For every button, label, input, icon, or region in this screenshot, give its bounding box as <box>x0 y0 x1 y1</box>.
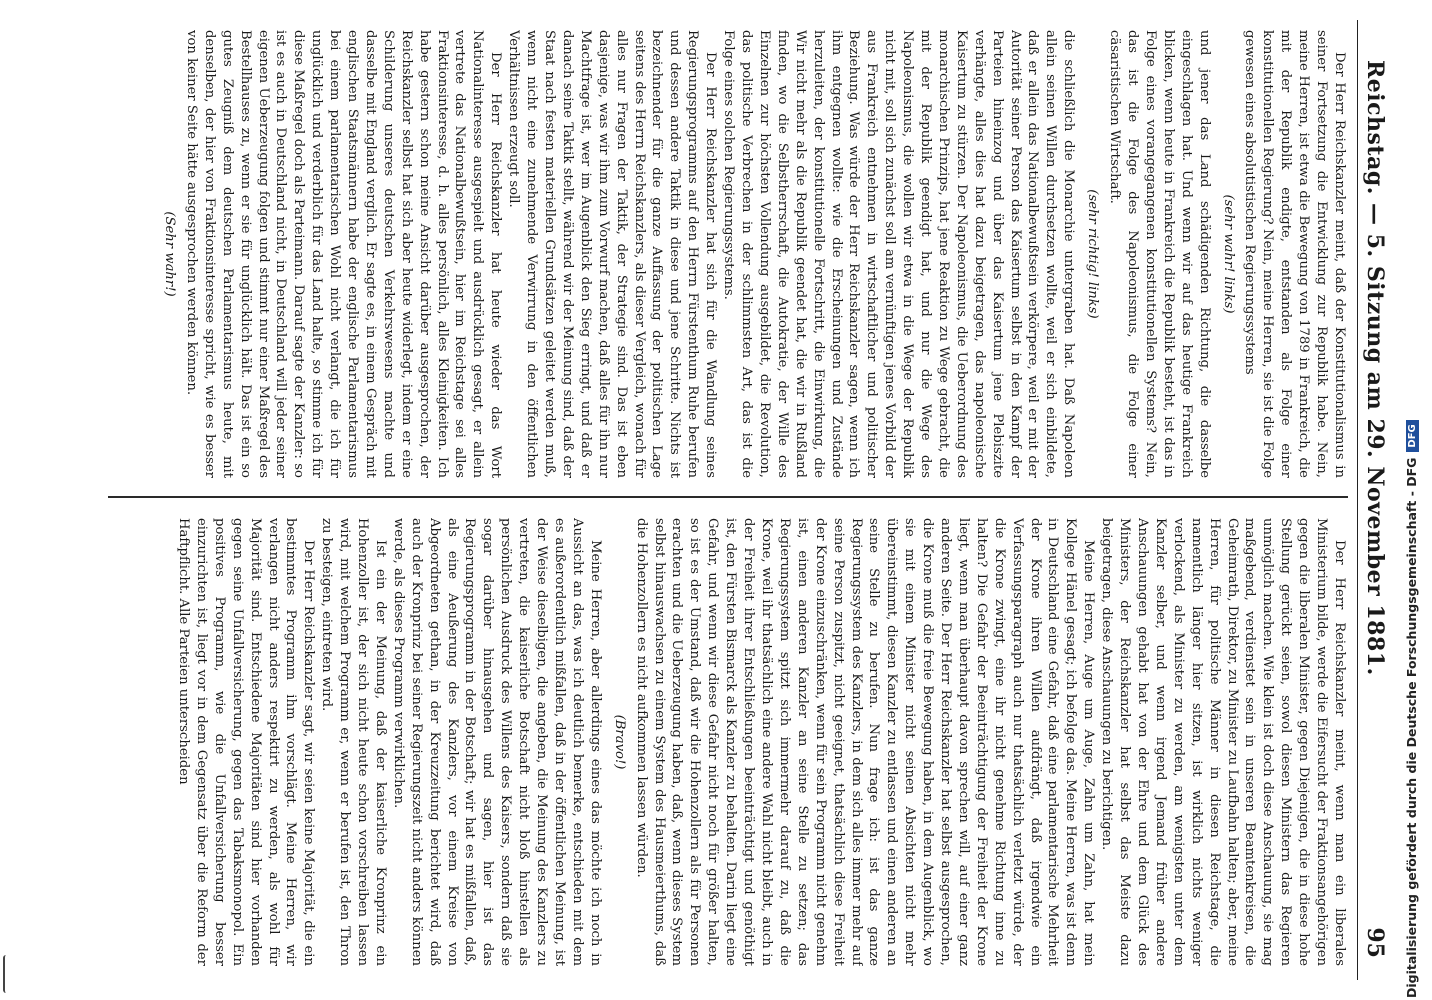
page-header <box>1357 20 1394 980</box>
digitization-credit <box>1404 8 1426 998</box>
paragraph: Der Herr Reichskanzler hat sich für die Wandlung seines Regierungsprogramms auf den Herrn Fürstenthum Ruhe berufen und dessen andere Taktik in diese und jene Schritte. Nichts ist bezeichnender für die ganze Auffassung der politischen Lage seitens des Herrn Reichskanzlers, als dieser Vergleich, wonach für alles nur Fragen der Taktik, der Strategie sind. Das ist eben dasjenige, was wir ihm zum Vorwurf machen, daß alles für ihn nur Machtfrage ist, wer im Augenblick den Sieg erringt, und daß er danach seine Taktik stellt, während wir der Meinung sind, daß der Staat nach festen materiellen Grundsätzen geleitet werden muß, wenn nicht eine zunehmende Verwirrung in den öffentlichen Verhältnissen erzeugt soll. <box>506 30 719 478</box>
left-column <box>108 30 1348 478</box>
interjection: (sehr richtig! links) <box>1085 189 1101 319</box>
paragraph: und jener das Land schädigenden Richtung, die dasselbe eingeschlagen hat. Und wenn wir auf das heutige Frankreich blicken, wenn heute in Frankreich die Republik besteht, ist das in Folge eines vorangegangenen konstitutionellen Systems? Nein, das ist die Folge des Napoleonismus, die Folge einer cäsaristischen Wirtschaft. <box>1107 30 1212 478</box>
credit-text: Digitalisierung gefördert durch die Deutsche Forschungsgemeinschaft - DFG <box>1404 457 1419 998</box>
paragraph: Der Herr Reichskanzler sagt, wir seien keine Majorität, die ein bestimmtes Programm ihm vorschlägt. Meine Herren, wir verlangen nicht anders respektirt zu werden, als wohl für Majorität sind. Entschiedene Majoritäten sind hier vorhanden gegen seine Unfallversicherung, gegen das Tabaksmonopol. Ein positives Programm, wie die Unfallversicherung besser einzurichten ist, liegt vor in dem Gegensatz über die Reform der Haftpflicht. Alle Parteien unterscheiden <box>176 518 317 966</box>
paragraph: Meine Herren, aber allerdings eines das möchte ich noch in Aussicht an das, was ich deutlich bemerke, entschieden mit dem es außerordentlich mißfallen, daß in der öffentlichen Meinung, ist der Weise dieselbigen, die angeben, die Meinung des Kanzlers zu vertreten, die kaiserliche Botschaft nicht bloß hinstellen als persönlichen Ausdruck des Willens des Kaisers, sondern daß sie sogar darüber hinausgehen und sagen, hier ist das Regierungsprogramm in der Botschaft; wir hat es mißfallen, daß, als eine Aeußerung des Kanzlers, vor einem Kreise von Abgeordneten gethan, in der Kreuzzeitung berichtet wird, daß auch der Kronprinz bei seiner Regierungszeit nicht anders können werde, als dieses Programm verwirklichen. <box>390 518 603 966</box>
interjection: (Sehr wahr!) <box>162 211 177 297</box>
dfg-badge: DFG <box>1406 420 1419 451</box>
text-columns <box>98 30 1348 970</box>
page-number: 95 <box>1362 927 1388 958</box>
paragraph: die schließlich die Monarchie untergraben hat. Daß Napoleon allein seinen Willen durchsetzen wollte, weil er sich einbildete, daß er allein das Nationalbewußtsein verkörpere, weil er mit der Autorität seiner Person das Kaisertum selbst in den Kampf der Parteien hineinzog und über das Kaisertum jene Plebiszite verhängte, alles dies hat dazu beigetragen, das napoleonische Kaisertum zu stürzen. Der Napoleonismus, die Ueberordnung des monarchischen Prinzips, hat jene Reaktion zu Wege gebracht, die mit der Republik geendigt hat, und nur die Wege des Napoleonismus, die wollen wir etwa in die Wege der Republik nicht mit, soll sich zunächst soll am vernünftigen jenes Vorbild der aus Frankreich entnehmen in wirtschaftlicher und politischer Beziehung. Was würde der Herr Reichskanzler sagen, wenn ich ihm entgegnen wollte: wie die Erscheinungen und Zustände herzuleiten, der konstitutionelle Fortschritt, die Einwirkung, die Wir nicht mehr als die Republik geendet hat, die wir in Rußland finden, wo die Selbstherrschaft, die Autokratie, der Wille des Einzelnen zur höchsten Vollendung ausgebildet, die Revolution, das politische Verbrechen in der schlimmsten Art, das ist die Folge eines solchen Regierungssystems. <box>721 30 1077 478</box>
right-column <box>108 518 1348 966</box>
running-title: Reichstag. — 5. Sitzung am 29. November 1881. <box>1362 60 1388 676</box>
scan-margin-mark <box>3 955 9 993</box>
column-divider <box>108 496 1348 498</box>
paragraph: Der Herr Reichskanzler meint, daß der Konstitutionalismus in seiner Fortsetzung die Entwicklung zur Republik habe. Nein, meine Herren, ist etwa die Bewegung von 1789 in Frankreich, die mit der Republik endigte, entstanden als Folge einer konstitutionellen Regierung? Nein, meine Herren, sie ist die Folge gewesen eines absolutistischen Regierungssystems <box>1242 30 1347 478</box>
paragraph: Der Herr Reichskanzler meint, wenn man ein liberales Ministerium bilde, werde die Eifersucht der Fraktionsangehörigen gegen die liberalen Minister, gegen Diejenigen, die in diese hohe Stellung gerückt seien, sowol diesen Ministern das Regieren unmöglich machen. Wie klein ist doch diese Anschauung, sie mag maßgebend, verdienstet sein in unseren Beamtenkreisen, die Geheimrath, Direktor, zu Minister zu Laufbahn halten; aber, meine Herren, für politische Männer in diesen Reichstage, die namentlich länger hier sitzen, ist wirklich nichts weniger verlockend, als Minister zu werden, am wenigsten unter dem Kanzler selber, und wenn irgend Jemand früher andere Anschauungen gehabt hat von der Ehre und dem Glück des Ministers, der Reichskanzler hat selbst das Meiste dazu beigetragen, diese Anschauungen zu berichtigen. <box>1099 518 1347 966</box>
interjection: (sehr wahr! links) <box>1220 194 1236 314</box>
paragraph: Der Herr Reichskanzler hat heute wieder das Wort Nationalinteresse ausgespielt und ausdrücklich gesagt, er allein vertrete das Nationalbewußtsein, hier im Reichstage sei alles Fraktionsinteresse, d. h. alles persönlich, alles Kleinigkeiten. Ich habe gestern schon meine Ansicht darüber ausgesprochen, der Reichskanzler selbst hat sich aber heute widerlegt, indem er eine Schilderung unseres deutschen Verkehrswesens machte und dasselbe mit England verglich. Er sagte es, in einem Gespräch mit englischen Staatsmännern habe der englische Parlamentarismus bei einem parlamentarischen Wohl nicht verlangt, die ich für unglücklich und verderblich für das Land halte, so stimme ich für diese Maßregel doch als Parteimann. Darauf sagte der Kanzler: so ist es auch in Deutschland nicht, in Deutschland will jeder seiner eigenen Ueberzeugung folgen und stimmt nur einer Maßregel des Bestellhauses zu, wenn er sie für unglücklich hält. Das ist ein so gutes Zeugniß dem deutschen Parlamentarismus heute, mit denselben, der hier von Fraktionsinteresse spricht, wie es besser von keiner Seite hätte ausgesprochen werden können. <box>183 30 504 478</box>
paragraph: Meine Herren, Auge um Auge, Zahn um Zahn, hat mein Kollege Hänel gesagt; ich befolge das. Meine Herren, was ist denn in Deutschland eine Gefahr, daß eine parlamentarische Mehrheit der Krone ihren Willen aufdrängt, daß irgendwie ein Verfassungsparagraph auch nur thatsächlich verletzt würde, der die Krone zwingt, eine ihr nicht genehme Richtung inne zu halten? Die Gefahr der Beeinträchtigung der Freiheit der Krone liegt, wenn man überhaupt davon sprechen will, auf einer ganz anderen Seite. Der Herr Reichskanzler hat selbst ausgesprochen, die Krone muß die freie Bewegung haben, in dem Augenblick, wo sie mit einem Minister nicht seinen Absichten nicht mehr übereinstimmt, diesen Kanzler zu entlassen und einen anderen an seine Stelle zu berufen. Nun frage ich: ist das ganze Regierungssystem des Kanzlers, in dem sich alles immer mehr auf seine Person zuspitzt, nicht geeignet, thatsächlich diese Freiheit der Krone einzuschränken, wenn für sein Programm nicht genehm ist, einen anderen Kanzler an seine Stelle zu setzen; das Regierungssystem spitzt sich immermehr darauf zu, daß die Krone, weil ihr thatsächlich eine andere Wahl nicht bleibt, auch in der Freiheit ihrer Entschließungen beeinträchtigt und genöthigt ist, den Fürsten Bismarck als Kanzler zu behalten. Darin liegt eine Gefahr, und wenn wir diese Gefahr nicht noch für größer halten, so ist es der Umstand, daß wir die Hohenzollern als für Personen erachten und die Ueberzeugung haben, daß, wenn dieses System selbst hinauswachsen zu einem System des Hausmeierthums, daß die Hohenzollern es nicht aufkommen lassen würden. <box>633 518 1097 966</box>
paragraph: Ist ein der Meinung, daß der kaiserliche Kronprinz ein Hohenzoller ist, der sich nicht heute schon vorschreiben lassen wird, mit welchem Programm er, wenn er berufen ist, den Thron zu besteigen, eintreten wird. <box>319 518 388 966</box>
interjection: (Bravo!) <box>611 714 627 770</box>
